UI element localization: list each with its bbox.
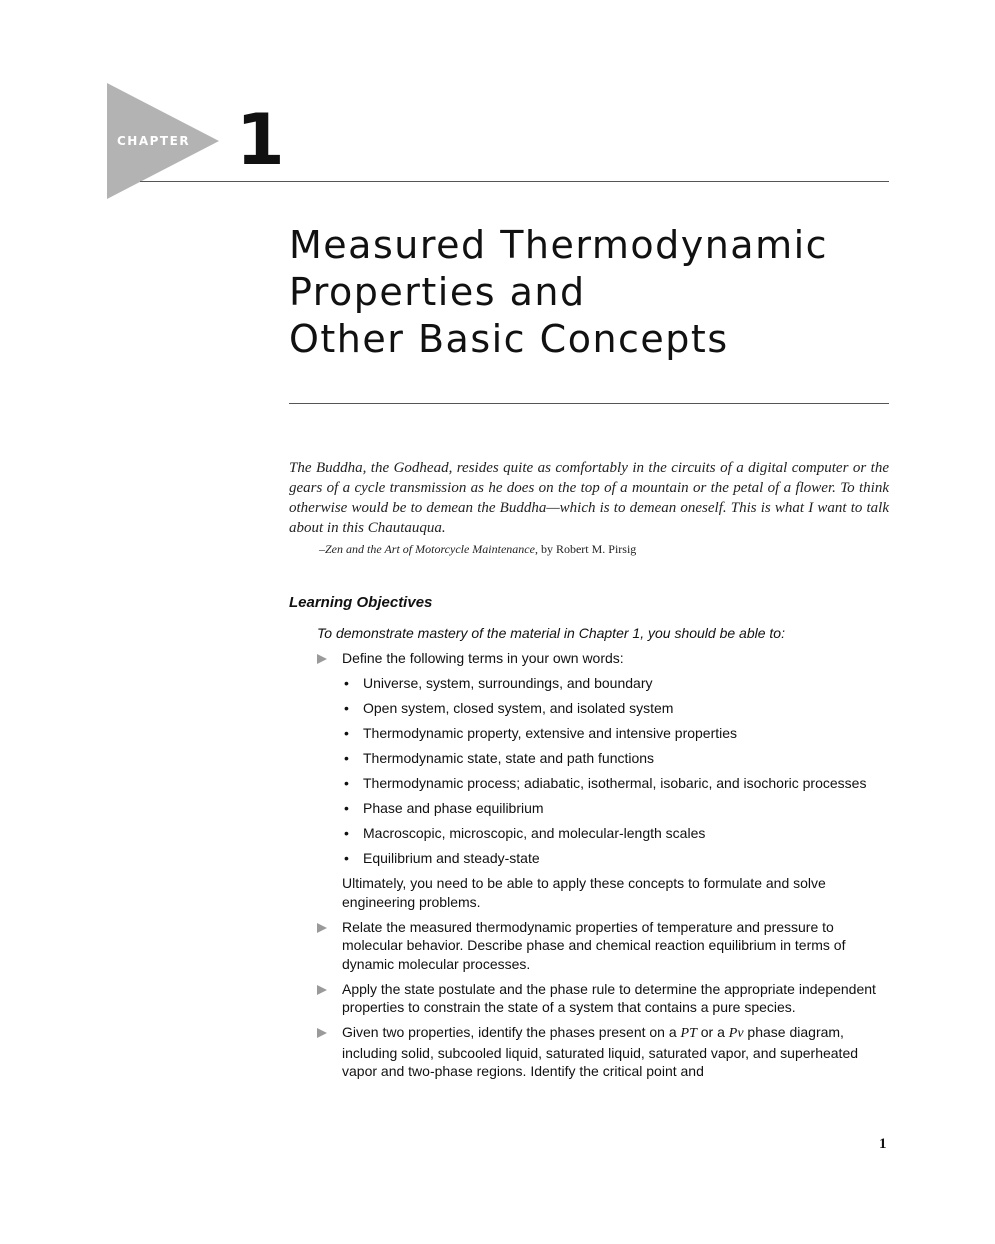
- epigraph-attribution: [319, 541, 636, 557]
- pt-diagram-label: PT: [680, 1026, 697, 1041]
- arrow-bullet-icon: [317, 654, 327, 664]
- list-item: [342, 724, 892, 743]
- objective-text-before: Given two properties, identify the phases present on a: [342, 1024, 681, 1040]
- chapter-title-line: Properties and: [289, 270, 586, 314]
- attribution-dash: –: [319, 542, 325, 556]
- arrow-bullet-icon: [317, 985, 327, 995]
- chapter-label: CHAPTER: [117, 134, 191, 148]
- epigraph-quote: The Buddha, the Godhead, resides quite as comfortably in the circuits of a digital computer or the gears of a cycle transmission as he does on the top of a mountain or the petal of a flower. To think otherwise would be to demean the Buddha—which is to demean oneself. This is what I want to talk about in this Chautauqua.: [289, 460, 889, 536]
- term-text: Thermodynamic state, state and path functions: [363, 750, 655, 766]
- learning-objectives-intro: To demonstrate mastery of the material in Chapter 1, you should be able to:: [317, 625, 785, 641]
- list-item: [342, 699, 892, 718]
- term-text: Thermodynamic property, extensive and intensive properties: [363, 725, 738, 741]
- bullet-icon: •: [344, 675, 349, 691]
- objectives-list: [317, 649, 892, 1087]
- objective-text-mid: or a: [696, 1024, 729, 1040]
- bullet-icon: •: [344, 800, 349, 816]
- term-text: Phase and phase equilibrium: [363, 800, 544, 816]
- objective-text: Apply the state postulate and the phase rule to determine the appropriate independent properties to constrain the state of a system that contains a pure species.: [342, 980, 876, 1015]
- list-item: [342, 799, 892, 818]
- attribution-author: , by Robert M. Pirsig: [534, 542, 637, 556]
- objective-item: [317, 1023, 892, 1081]
- learning-objectives-heading: Learning Objectives: [289, 594, 433, 611]
- objective-item: [317, 980, 892, 1017]
- list-item: [342, 849, 892, 868]
- page-number: 1: [879, 1136, 887, 1152]
- definition-terms-list: [342, 674, 892, 868]
- title-rule: [289, 403, 889, 404]
- list-item: [342, 774, 892, 793]
- objective-note: Ultimately, you need to be able to apply these concepts to formulate and solve engineering problems.: [342, 875, 826, 910]
- list-item: [342, 674, 892, 693]
- term-text: Open system, closed system, and isolated system: [363, 700, 674, 716]
- term-text: Thermodynamic process; adiabatic, isothermal, isobaric, and isochoric processes: [363, 775, 867, 791]
- arrow-bullet-icon: [317, 1028, 327, 1038]
- list-item: [342, 824, 892, 843]
- term-text: Macroscopic, microscopic, and molecular-length scales: [363, 825, 706, 841]
- objective-text: Relate the measured thermodynamic properties of temperature and pressure to molecular behavior. Describe phase and chemical reaction equilibrium in terms of dynamic molecular processes.: [342, 918, 846, 972]
- chapter-number: 1: [236, 99, 285, 181]
- term-text: Equilibrium and steady-state: [363, 850, 540, 866]
- arrow-bullet-icon: [317, 923, 327, 933]
- bullet-icon: •: [344, 850, 349, 866]
- term-text: Universe, system, surroundings, and boundary: [363, 675, 653, 691]
- objective-text: Define the following terms in your own words:: [342, 650, 624, 666]
- objective-text-after: phase diagram, including solid, subcooled liquid, saturated liquid, saturated vapor, and superheated vapor and two-phase regions. Identify the critical point and: [342, 1024, 859, 1079]
- top-rule: [140, 181, 889, 182]
- objective-item: [317, 918, 892, 974]
- chapter-title-line: Other Basic Concepts: [289, 317, 729, 361]
- objective-item: [317, 649, 892, 911]
- bullet-icon: •: [344, 700, 349, 716]
- list-item: [342, 749, 892, 768]
- pv-diagram-label: Pv: [728, 1026, 744, 1041]
- bullet-icon: •: [344, 725, 349, 741]
- bullet-icon: •: [344, 825, 349, 841]
- chapter-title-line: Measured Thermodynamic: [289, 223, 829, 267]
- bullet-icon: •: [344, 750, 349, 766]
- chapter-title: [289, 222, 889, 363]
- attribution-work: Zen and the Art of Motorcycle Maintenance: [325, 542, 535, 556]
- bullet-icon: •: [344, 775, 349, 791]
